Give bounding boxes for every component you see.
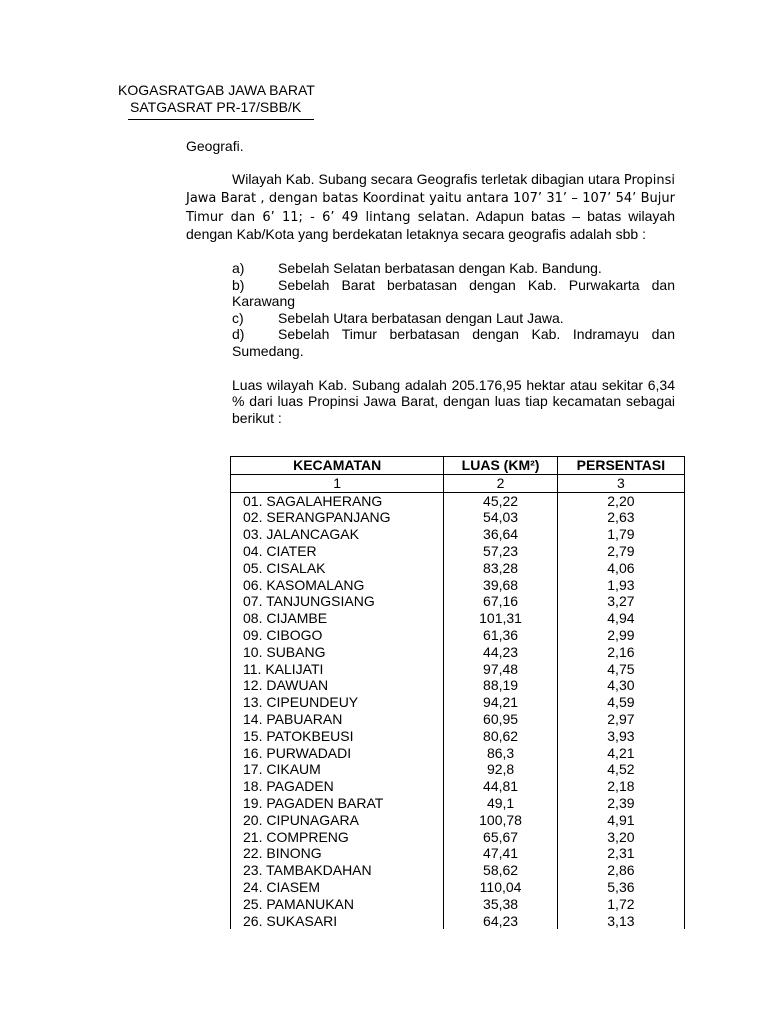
luas-cell: 58,62 — [444, 862, 557, 879]
kecamatan-cell: 18. PAGADEN — [231, 778, 444, 795]
border-item — [232, 260, 675, 277]
persentasi-cell: 3,93 — [557, 728, 684, 745]
border-item-text — [278, 260, 675, 277]
luas-cell: 35,38 — [444, 896, 557, 913]
intro-part-2: Propinsi Jawa Barat , dengan batas Koordinat yaitu antara 107’ 31’ – 107’ 54’ Bujur Timur dan 6’ 11; - 6’ 49 lintang selatan. — [186, 172, 675, 225]
header-kecamatan: KECAMATAN — [231, 457, 444, 475]
table-row — [231, 610, 685, 627]
table-row — [231, 526, 685, 543]
kecamatan-cell: 13. CIPEUNDEUY — [231, 694, 444, 711]
table-row — [231, 879, 685, 896]
kecamatan-cell: 21. COMPRENG — [231, 829, 444, 846]
luas-cell: 65,67 — [444, 829, 557, 846]
kecamatan-cell: 07. TANJUNGSIANG — [231, 593, 444, 610]
persentasi-cell: 1,72 — [557, 896, 684, 913]
luas-cell: 86,3 — [444, 745, 557, 762]
luas-cell: 39,68 — [444, 577, 557, 594]
table-row — [231, 492, 685, 509]
kecamatan-cell: 26. SUKASARI — [231, 913, 444, 930]
kecamatan-cell: 14. PABUARAN — [231, 711, 444, 728]
luas-cell: 80,62 — [444, 728, 557, 745]
table-row — [231, 745, 685, 762]
kecamatan-cell: 01. SAGALAHERANG — [231, 492, 444, 509]
table-row — [231, 661, 685, 678]
table-row — [231, 728, 685, 745]
persentasi-cell: 1,93 — [557, 577, 684, 594]
border-item — [232, 277, 675, 310]
intro-paragraph — [186, 171, 675, 243]
table-row — [231, 543, 685, 560]
header-underline — [128, 119, 314, 120]
district-table-container — [230, 456, 685, 929]
luas-cell: 100,78 — [444, 812, 557, 829]
persentasi-cell: 3,27 — [557, 593, 684, 610]
luas-cell: 83,28 — [444, 560, 557, 577]
table-row — [231, 593, 685, 610]
luas-cell: 92,8 — [444, 761, 557, 778]
header-line-1: KOGASRATGAB JAWA BARAT — [118, 82, 315, 98]
kecamatan-cell: 15. PATOKBEUSI — [231, 728, 444, 745]
luas-cell: 97,48 — [444, 661, 557, 678]
kecamatan-cell: 11. KALIJATI — [231, 661, 444, 678]
kecamatan-cell: 12. DAWUAN — [231, 677, 444, 694]
persentasi-cell: 4,94 — [557, 610, 684, 627]
border-item-text — [232, 276, 675, 310]
border-item-main: Sebelah Utara berbatasan dengan Laut Jawa. — [278, 309, 564, 326]
persentasi-cell: 2,99 — [557, 627, 684, 644]
luas-cell: 57,23 — [444, 543, 557, 560]
persentasi-cell: 4,21 — [557, 745, 684, 762]
kecamatan-cell: 09. CIBOGO — [231, 627, 444, 644]
border-item-main: Sebelah Barat berbatasan dengan Kab. Purwakarta dan — [278, 276, 675, 293]
district-area-table — [230, 456, 685, 929]
column-number-3: 3 — [557, 474, 684, 492]
header-line-2: SATGASRAT PR-17/SBB/K — [130, 99, 302, 115]
persentasi-cell: 2,31 — [557, 845, 684, 862]
luas-cell: 101,31 — [444, 610, 557, 627]
border-item-continuation: Sumedang. — [232, 342, 304, 359]
persentasi-cell: 4,30 — [557, 677, 684, 694]
table-row — [231, 778, 685, 795]
column-number-1: 1 — [231, 474, 444, 492]
kecamatan-cell: 08. CIJAMBE — [231, 610, 444, 627]
luas-cell: 110,04 — [444, 879, 557, 896]
kecamatan-cell: 16. PURWADADI — [231, 745, 444, 762]
persentasi-cell: 5,36 — [557, 879, 684, 896]
table-row — [231, 711, 685, 728]
column-number-2: 2 — [444, 474, 557, 492]
luas-cell: 94,21 — [444, 694, 557, 711]
kecamatan-cell: 02. SERANGPANJANG — [231, 509, 444, 526]
luas-cell: 47,41 — [444, 845, 557, 862]
kecamatan-cell: 03. JALANCAGAK — [231, 526, 444, 543]
table-row — [231, 694, 685, 711]
document-header — [118, 82, 315, 116]
table-row — [231, 560, 685, 577]
persentasi-cell: 4,75 — [557, 661, 684, 678]
kecamatan-cell: 04. CIATER — [231, 543, 444, 560]
persentasi-cell: 2,86 — [557, 862, 684, 879]
border-item-text — [278, 310, 675, 327]
persentasi-cell: 2,18 — [557, 778, 684, 795]
table-row — [231, 795, 685, 812]
header-luas: LUAS (KM²) — [444, 457, 557, 475]
kecamatan-cell: 05. CISALAK — [231, 560, 444, 577]
table-row — [231, 896, 685, 913]
table-row — [231, 509, 685, 526]
kecamatan-cell: 19. PAGADEN BARAT — [231, 795, 444, 812]
area-paragraph: Luas wilayah Kab. Subang adalah 205.176,95 hektar atau sekitar 6,34 % dari luas Propinsi Jawa Barat, dengan luas tiap kecamatan sebagai berikut : — [232, 376, 675, 426]
border-item-main: Sebelah Selatan berbatasan dengan Kab. Bandung. — [278, 259, 602, 276]
document-body — [186, 138, 675, 442]
border-item — [232, 326, 675, 359]
intro-part-1: Wilayah Kab. Subang secara Geografis terletak dibagian utara — [232, 170, 624, 187]
table-row — [231, 577, 685, 594]
border-item-continuation: Karawang — [232, 293, 296, 310]
kecamatan-cell: 24. CIASEM — [231, 879, 444, 896]
kecamatan-cell: 10. SUBANG — [231, 644, 444, 661]
table-row — [231, 761, 685, 778]
border-item-main: Sebelah Timur berbatasan dengan Kab. Indramayu dan — [278, 326, 675, 343]
kecamatan-cell: 23. TAMBAKDAHAN — [231, 862, 444, 879]
border-item-marker: c) — [232, 309, 244, 326]
persentasi-cell: 3,13 — [557, 913, 684, 930]
persentasi-cell: 2,16 — [557, 644, 684, 661]
persentasi-cell: 4,91 — [557, 812, 684, 829]
table-header-row — [231, 457, 685, 475]
persentasi-cell: 2,39 — [557, 795, 684, 812]
kecamatan-cell: 22. BINONG — [231, 845, 444, 862]
table-row — [231, 812, 685, 829]
luas-cell: 64,23 — [444, 913, 557, 930]
luas-cell: 60,95 — [444, 711, 557, 728]
section-title: Geografi. — [186, 138, 244, 154]
luas-cell: 61,36 — [444, 627, 557, 644]
luas-cell: 88,19 — [444, 677, 557, 694]
persentasi-cell: 2,63 — [557, 509, 684, 526]
header-persentasi: PERSENTASI — [557, 457, 684, 475]
kecamatan-cell: 20. CIPUNAGARA — [231, 812, 444, 829]
persentasi-cell: 4,06 — [557, 560, 684, 577]
persentasi-cell: 2,20 — [557, 492, 684, 509]
persentasi-cell: 4,59 — [557, 694, 684, 711]
kecamatan-cell: 25. PAMANUKAN — [231, 896, 444, 913]
kecamatan-cell: 06. KASOMALANG — [231, 577, 444, 594]
table-column-number-row — [231, 474, 685, 492]
border-item-text — [232, 326, 675, 359]
table-row — [231, 913, 685, 930]
luas-cell: 44,23 — [444, 644, 557, 661]
luas-cell: 54,03 — [444, 509, 557, 526]
border-item-marker: b) — [232, 276, 245, 293]
persentasi-cell: 2,97 — [557, 711, 684, 728]
intro-part-3: Adapun batas – batas wilayah dengan Kab/Kota yang berdekatan letaknya secara geografis adalah sbb : — [186, 207, 675, 243]
border-list — [232, 260, 675, 360]
border-item — [232, 310, 675, 327]
persentasi-cell: 4,52 — [557, 761, 684, 778]
border-item-marker: d) — [232, 326, 245, 343]
table-body — [231, 492, 685, 929]
table-row — [231, 677, 685, 694]
luas-cell: 45,22 — [444, 492, 557, 509]
persentasi-cell: 2,79 — [557, 543, 684, 560]
luas-cell: 49,1 — [444, 795, 557, 812]
luas-cell: 67,16 — [444, 593, 557, 610]
border-item-marker: a) — [232, 259, 245, 276]
persentasi-cell: 1,79 — [557, 526, 684, 543]
luas-cell: 44,81 — [444, 778, 557, 795]
table-row — [231, 644, 685, 661]
kecamatan-cell: 17. CIKAUM — [231, 761, 444, 778]
persentasi-cell: 3,20 — [557, 829, 684, 846]
table-row — [231, 627, 685, 644]
luas-cell: 36,64 — [444, 526, 557, 543]
table-row — [231, 862, 685, 879]
table-row — [231, 845, 685, 862]
table-row — [231, 829, 685, 846]
